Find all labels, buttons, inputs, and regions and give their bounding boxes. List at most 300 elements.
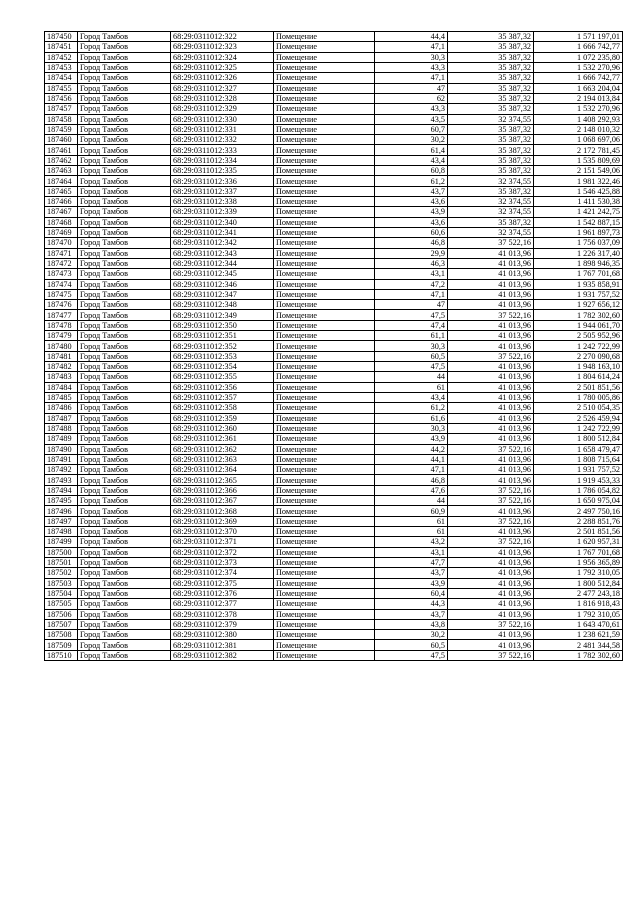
record-id-cell: 187453 [45,62,78,72]
cadastral-value-cell: 1 767 701,68 [534,269,623,279]
city-cell: Город Тамбов [78,310,171,320]
unit-value-cell: 32 374,55 [448,227,534,237]
area-cell: 60,5 [375,351,448,361]
city-cell: Город Тамбов [78,557,171,567]
unit-value-cell: 41 013,96 [448,269,534,279]
unit-value-cell: 37 522,16 [448,485,534,495]
object-type-cell: Помещение [274,547,375,557]
city-cell: Город Тамбов [78,62,171,72]
record-id-cell: 187505 [45,599,78,609]
area-cell: 30,3 [375,423,448,433]
city-cell: Город Тамбов [78,145,171,155]
record-id-cell: 187467 [45,207,78,217]
cadastral-number-cell: 68:29:0311012:335 [171,166,274,176]
table-row [45,341,623,351]
cadastral-number-cell: 68:29:0311012:381 [171,640,274,650]
object-type-cell: Помещение [274,176,375,186]
table-row [45,145,623,155]
unit-value-cell: 37 522,16 [448,351,534,361]
unit-value-cell: 41 013,96 [448,465,534,475]
area-cell: 47,2 [375,279,448,289]
area-cell: 47,1 [375,42,448,52]
table-row [45,599,623,609]
object-type-cell: Помещение [274,62,375,72]
cadastral-number-cell: 68:29:0311012:349 [171,310,274,320]
area-cell: 60,8 [375,166,448,176]
area-cell: 61,2 [375,176,448,186]
unit-value-cell: 35 387,32 [448,93,534,103]
cadastral-value-cell: 1 780 005,86 [534,392,623,402]
city-cell: Город Тамбов [78,392,171,402]
area-cell: 61,6 [375,413,448,423]
cadastral-number-cell: 68:29:0311012:337 [171,186,274,196]
cadastral-number-cell: 68:29:0311012:334 [171,155,274,165]
city-cell: Город Тамбов [78,578,171,588]
unit-value-cell: 37 522,16 [448,444,534,454]
table-row [45,413,623,423]
record-id-cell: 187484 [45,382,78,392]
area-cell: 61,1 [375,331,448,341]
record-id-cell: 187460 [45,135,78,145]
cadastral-number-cell: 68:29:0311012:336 [171,176,274,186]
object-type-cell: Помещение [274,93,375,103]
city-cell: Город Тамбов [78,114,171,124]
unit-value-cell: 35 387,32 [448,124,534,134]
object-type-cell: Помещение [274,197,375,207]
unit-value-cell: 41 013,96 [448,248,534,258]
table-row [45,289,623,299]
cadastral-value-cell: 1 919 453,33 [534,475,623,485]
record-id-cell: 187459 [45,124,78,134]
record-id-cell: 187474 [45,279,78,289]
cadastral-value-cell: 1 532 270,96 [534,104,623,114]
city-cell: Город Тамбов [78,434,171,444]
table-row [45,444,623,454]
area-cell: 60,5 [375,640,448,650]
area-cell: 47,5 [375,310,448,320]
unit-value-cell: 35 387,32 [448,155,534,165]
record-id-cell: 187510 [45,650,78,660]
table-row [45,227,623,237]
city-cell: Город Тамбов [78,454,171,464]
city-cell: Город Тамбов [78,207,171,217]
cadastral-number-cell: 68:29:0311012:325 [171,62,274,72]
cadastral-value-cell: 1 786 054,82 [534,485,623,495]
record-id-cell: 187477 [45,310,78,320]
city-cell: Город Тамбов [78,186,171,196]
record-id-cell: 187496 [45,506,78,516]
city-cell: Город Тамбов [78,73,171,83]
cadastral-number-cell: 68:29:0311012:370 [171,527,274,537]
object-type-cell: Помещение [274,207,375,217]
record-id-cell: 187487 [45,413,78,423]
record-id-cell: 187461 [45,145,78,155]
object-type-cell: Помещение [274,372,375,382]
record-id-cell: 187483 [45,372,78,382]
object-type-cell: Помещение [274,434,375,444]
unit-value-cell: 41 013,96 [448,258,534,268]
object-type-cell: Помещение [274,362,375,372]
record-id-cell: 187472 [45,258,78,268]
cadastral-value-cell: 1 782 302,60 [534,650,623,660]
object-type-cell: Помещение [274,351,375,361]
cadastral-value-cell: 1 650 975,04 [534,496,623,506]
cadastral-value-cell: 2 172 781,45 [534,145,623,155]
table-row [45,135,623,145]
object-type-cell: Помещение [274,104,375,114]
cadastral-number-cell: 68:29:0311012:326 [171,73,274,83]
table-row [45,62,623,72]
cadastral-number-cell: 68:29:0311012:366 [171,485,274,495]
cadastral-number-cell: 68:29:0311012:380 [171,630,274,640]
record-id-cell: 187498 [45,527,78,537]
city-cell: Город Тамбов [78,382,171,392]
city-cell: Город Тамбов [78,640,171,650]
table-row [45,320,623,330]
cadastral-value-cell: 1 421 242,75 [534,207,623,217]
object-type-cell: Помещение [274,269,375,279]
city-cell: Город Тамбов [78,650,171,660]
city-cell: Город Тамбов [78,289,171,299]
object-type-cell: Помещение [274,578,375,588]
area-cell: 60,4 [375,588,448,598]
table-row [45,434,623,444]
cadastral-number-cell: 68:29:0311012:352 [171,341,274,351]
object-type-cell: Помещение [274,619,375,629]
area-cell: 43,1 [375,547,448,557]
unit-value-cell: 32 374,55 [448,207,534,217]
area-cell: 44,4 [375,32,448,42]
unit-value-cell: 41 013,96 [448,568,534,578]
cadastral-value-cell: 1 546 425,88 [534,186,623,196]
cadastral-number-cell: 68:29:0311012:360 [171,423,274,433]
cadastral-value-cell: 1 931 757,52 [534,465,623,475]
object-type-cell: Помещение [274,341,375,351]
record-id-cell: 187502 [45,568,78,578]
object-type-cell: Помещение [274,537,375,547]
cadastral-value-cell: 2 270 090,68 [534,351,623,361]
unit-value-cell: 41 013,96 [448,599,534,609]
area-cell: 46,8 [375,475,448,485]
city-cell: Город Тамбов [78,269,171,279]
cadastral-value-cell: 1 792 310,05 [534,568,623,578]
city-cell: Город Тамбов [78,588,171,598]
object-type-cell: Помещение [274,300,375,310]
record-id-cell: 187492 [45,465,78,475]
cadastral-number-cell: 68:29:0311012:359 [171,413,274,423]
object-type-cell: Помещение [274,413,375,423]
unit-value-cell: 35 387,32 [448,73,534,83]
area-cell: 61 [375,527,448,537]
table-row [45,93,623,103]
city-cell: Город Тамбов [78,362,171,372]
cadastral-number-cell: 68:29:0311012:350 [171,320,274,330]
cadastral-number-cell: 68:29:0311012:351 [171,331,274,341]
object-type-cell: Помещение [274,166,375,176]
unit-value-cell: 41 013,96 [448,557,534,567]
cadastral-value-cell: 1 792 310,05 [534,609,623,619]
area-cell: 30,3 [375,52,448,62]
area-cell: 60,7 [375,124,448,134]
cadastral-number-cell: 68:29:0311012:379 [171,619,274,629]
table-row [45,557,623,567]
cadastral-value-cell: 1 571 197,01 [534,32,623,42]
city-cell: Город Тамбов [78,227,171,237]
unit-value-cell: 37 522,16 [448,238,534,248]
area-cell: 60,9 [375,506,448,516]
city-cell: Город Тамбов [78,630,171,640]
city-cell: Город Тамбов [78,341,171,351]
area-cell: 43,7 [375,186,448,196]
cadastral-number-cell: 68:29:0311012:342 [171,238,274,248]
unit-value-cell: 41 013,96 [448,392,534,402]
cadastral-value-cell: 1 804 614,24 [534,372,623,382]
unit-value-cell: 35 387,32 [448,104,534,114]
area-cell: 43,1 [375,269,448,279]
area-cell: 29,9 [375,248,448,258]
area-cell: 43,6 [375,217,448,227]
table-row [45,32,623,42]
table-row [45,52,623,62]
cadastral-value-cell: 2 288 851,76 [534,516,623,526]
cadastral-number-cell: 68:29:0311012:368 [171,506,274,516]
cadastral-value-cell: 1 238 621,59 [534,630,623,640]
record-id-cell: 187471 [45,248,78,258]
object-type-cell: Помещение [274,423,375,433]
area-cell: 44 [375,372,448,382]
cadastral-value-cell: 1 072 235,80 [534,52,623,62]
cadastral-value-cell: 2 501 851,56 [534,527,623,537]
cadastral-number-cell: 68:29:0311012:332 [171,135,274,145]
cadastral-number-cell: 68:29:0311012:364 [171,465,274,475]
area-cell: 43,4 [375,392,448,402]
unit-value-cell: 35 387,32 [448,217,534,227]
object-type-cell: Помещение [274,331,375,341]
table-row [45,588,623,598]
area-cell: 47,1 [375,73,448,83]
cadastral-number-cell: 68:29:0311012:375 [171,578,274,588]
area-cell: 30,3 [375,341,448,351]
unit-value-cell: 35 387,32 [448,135,534,145]
unit-value-cell: 41 013,96 [448,362,534,372]
object-type-cell: Помещение [274,320,375,330]
cadastral-number-cell: 68:29:0311012:377 [171,599,274,609]
object-type-cell: Помещение [274,289,375,299]
record-id-cell: 187508 [45,630,78,640]
area-cell: 30,2 [375,630,448,640]
table-row [45,248,623,258]
city-cell: Город Тамбов [78,83,171,93]
city-cell: Город Тамбов [78,496,171,506]
table-row [45,568,623,578]
city-cell: Город Тамбов [78,527,171,537]
cadastral-number-cell: 68:29:0311012:372 [171,547,274,557]
table-row [45,124,623,134]
unit-value-cell: 41 013,96 [448,578,534,588]
record-id-cell: 187463 [45,166,78,176]
object-type-cell: Помещение [274,506,375,516]
cadastral-value-cell: 1 242 722,99 [534,423,623,433]
cadastral-value-cell: 1 816 918,43 [534,599,623,609]
table-row [45,258,623,268]
cadastral-number-cell: 68:29:0311012:355 [171,372,274,382]
record-id-cell: 187458 [45,114,78,124]
area-cell: 43,9 [375,207,448,217]
object-type-cell: Помещение [274,454,375,464]
record-id-cell: 187493 [45,475,78,485]
object-type-cell: Помещение [274,640,375,650]
unit-value-cell: 37 522,16 [448,496,534,506]
table-row [45,176,623,186]
area-cell: 61,4 [375,145,448,155]
object-type-cell: Помещение [274,527,375,537]
table-row [45,83,623,93]
record-id-cell: 187455 [45,83,78,93]
unit-value-cell: 37 522,16 [448,516,534,526]
cadastral-value-cell: 1 931 757,52 [534,289,623,299]
table-row [45,537,623,547]
unit-value-cell: 35 387,32 [448,32,534,42]
cadastral-value-cell: 1 981 322,46 [534,176,623,186]
unit-value-cell: 41 013,96 [448,320,534,330]
cadastral-number-cell: 68:29:0311012:333 [171,145,274,155]
area-cell: 61 [375,382,448,392]
area-cell: 30,2 [375,135,448,145]
table-row [45,269,623,279]
area-cell: 46,3 [375,258,448,268]
cadastral-number-cell: 68:29:0311012:378 [171,609,274,619]
area-cell: 47,1 [375,289,448,299]
cadastral-value-cell: 1 535 809,69 [534,155,623,165]
cadastral-number-cell: 68:29:0311012:363 [171,454,274,464]
area-cell: 43,5 [375,114,448,124]
unit-value-cell: 41 013,96 [448,403,534,413]
cadastral-value-cell: 1 226 317,40 [534,248,623,258]
area-cell: 47 [375,300,448,310]
city-cell: Город Тамбов [78,238,171,248]
object-type-cell: Помещение [274,32,375,42]
object-type-cell: Помещение [274,217,375,227]
cadastral-number-cell: 68:29:0311012:348 [171,300,274,310]
table-row [45,609,623,619]
area-cell: 43,2 [375,537,448,547]
city-cell: Город Тамбов [78,93,171,103]
unit-value-cell: 32 374,55 [448,197,534,207]
city-cell: Город Тамбов [78,599,171,609]
record-id-cell: 187495 [45,496,78,506]
record-id-cell: 187464 [45,176,78,186]
area-cell: 47,1 [375,465,448,475]
record-id-cell: 187494 [45,485,78,495]
table-row [45,372,623,382]
cadastral-value-cell: 1 542 887,15 [534,217,623,227]
object-type-cell: Помещение [274,248,375,258]
cadastral-number-cell: 68:29:0311012:353 [171,351,274,361]
unit-value-cell: 41 013,96 [448,331,534,341]
object-type-cell: Помещение [274,403,375,413]
cadastral-value-cell: 1 242 722,99 [534,341,623,351]
record-id-cell: 187470 [45,238,78,248]
record-id-cell: 187504 [45,588,78,598]
unit-value-cell: 32 374,55 [448,114,534,124]
record-id-cell: 187475 [45,289,78,299]
table-row [45,73,623,83]
cadastral-value-cell: 1 411 530,38 [534,197,623,207]
unit-value-cell: 41 013,96 [448,413,534,423]
table-row [45,155,623,165]
city-cell: Город Тамбов [78,42,171,52]
object-type-cell: Помещение [274,73,375,83]
cadastral-number-cell: 68:29:0311012:344 [171,258,274,268]
city-cell: Город Тамбов [78,403,171,413]
record-id-cell: 187469 [45,227,78,237]
cadastral-value-cell: 2 505 952,96 [534,331,623,341]
area-cell: 43,3 [375,62,448,72]
cadastral-number-cell: 68:29:0311012:358 [171,403,274,413]
unit-value-cell: 35 387,32 [448,186,534,196]
record-id-cell: 187462 [45,155,78,165]
record-id-cell: 187488 [45,423,78,433]
area-cell: 43,9 [375,434,448,444]
record-id-cell: 187456 [45,93,78,103]
area-cell: 43,7 [375,568,448,578]
record-id-cell: 187500 [45,547,78,557]
city-cell: Город Тамбов [78,135,171,145]
city-cell: Город Тамбов [78,331,171,341]
cadastral-value-cell: 1 068 697,06 [534,135,623,145]
record-id-cell: 187452 [45,52,78,62]
cadastral-number-cell: 68:29:0311012:356 [171,382,274,392]
object-type-cell: Помещение [274,516,375,526]
area-cell: 47,7 [375,557,448,567]
cadastral-number-cell: 68:29:0311012:327 [171,83,274,93]
cadastral-value-cell: 1 756 037,09 [534,238,623,248]
city-cell: Город Тамбов [78,516,171,526]
cadastral-value-cell: 1 663 204,04 [534,83,623,93]
city-cell: Город Тамбов [78,413,171,423]
object-type-cell: Помещение [274,227,375,237]
table-row [45,238,623,248]
city-cell: Город Тамбов [78,279,171,289]
record-id-cell: 187478 [45,320,78,330]
object-type-cell: Помещение [274,588,375,598]
object-type-cell: Помещение [274,609,375,619]
cadastral-number-cell: 68:29:0311012:371 [171,537,274,547]
area-cell: 43,9 [375,578,448,588]
area-cell: 47,5 [375,362,448,372]
object-type-cell: Помещение [274,124,375,134]
table-row [45,650,623,660]
table-row [45,506,623,516]
cadastral-number-cell: 68:29:0311012:324 [171,52,274,62]
cadastral-number-cell: 68:29:0311012:367 [171,496,274,506]
city-cell: Город Тамбов [78,351,171,361]
city-cell: Город Тамбов [78,423,171,433]
unit-value-cell: 37 522,16 [448,650,534,660]
record-id-cell: 187482 [45,362,78,372]
object-type-cell: Помещение [274,496,375,506]
city-cell: Город Тамбов [78,217,171,227]
unit-value-cell: 41 013,96 [448,609,534,619]
area-cell: 61 [375,516,448,526]
city-cell: Город Тамбов [78,547,171,557]
object-type-cell: Помещение [274,465,375,475]
object-type-cell: Помещение [274,630,375,640]
area-cell: 44,3 [375,599,448,609]
table-row [45,423,623,433]
city-cell: Город Тамбов [78,506,171,516]
table-row [45,465,623,475]
